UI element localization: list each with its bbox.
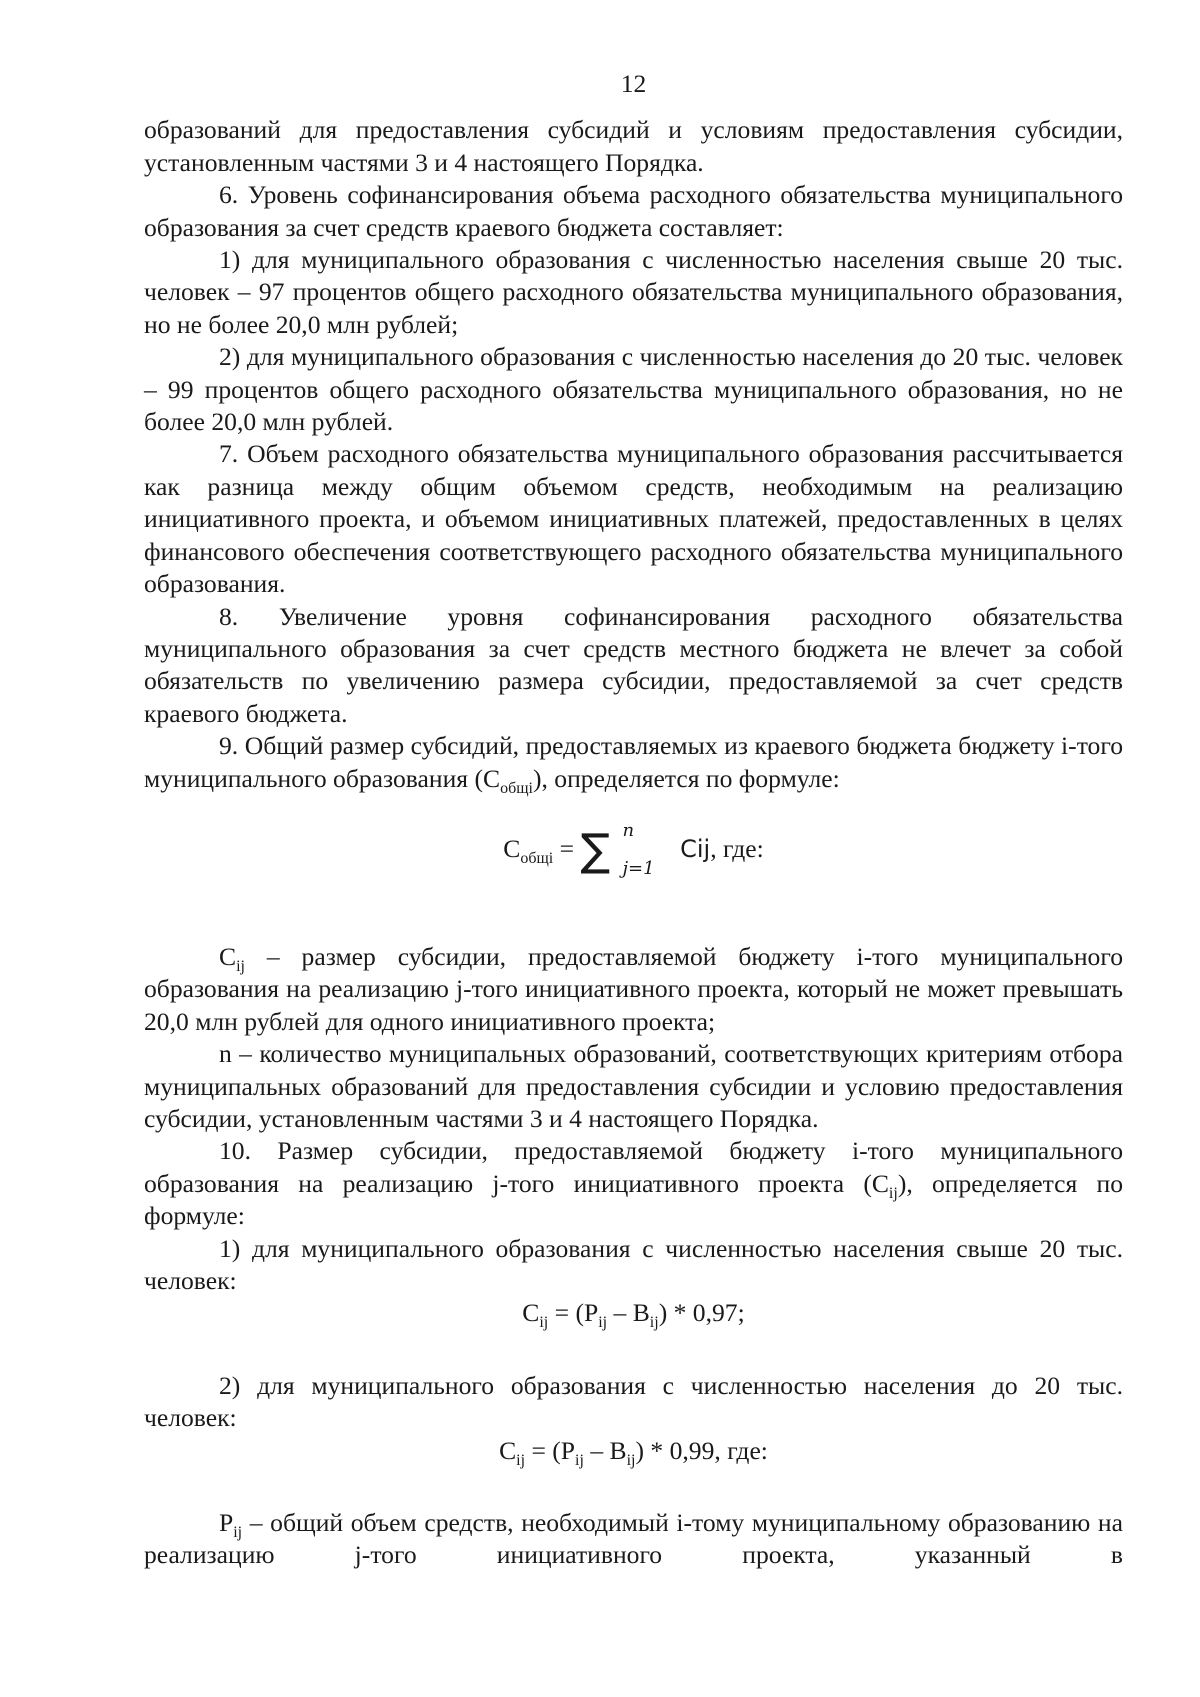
formula-1-p-sub: ij — [598, 1314, 608, 1332]
paragraph-8: 8. Увеличение уровня софинансирования расходного обязательства муниципального образования за счет средств местного бюджета не влечет за собой обязательств по увеличению размера субсидии, предоставляемой за счет средств краевого бюджета. — [144, 601, 1123, 728]
paragraph-6-item-2: 2) для муниципального образования с численностью населения до 20 тыс. человек – 99 процентов общего расходного обязательства муниципального образования, но не более 20,0 млн рублей. — [144, 342, 1123, 437]
sum-lower-limit: j=1 — [622, 857, 655, 879]
subscript: общi — [500, 779, 533, 797]
definition-text: – общий объем средств, необходимый i-тому муниципальному образованию на реализацию j-того инициативного проекта, указанный в — [144, 1508, 1123, 1570]
formula-1-b-sub: ij — [649, 1314, 659, 1332]
formula-2-b-sub: ij — [626, 1451, 636, 1469]
formula-2-c-sub: ij — [516, 1451, 526, 1469]
formula-2-b: – В — [583, 1435, 627, 1465]
sum-operator — [580, 819, 655, 879]
paragraph-continuation: образований для предоставления субсидий и условиям предоставления субсидии, установленным частями 3 и 4 настоящего Порядка. — [144, 115, 1123, 177]
definition-cij — [144, 941, 1123, 1038]
paragraph-10-text: 10. Размер субсидии, предоставляемой бюджету i-того муниципального образования на реализацию j-того инициативного проекта (С — [144, 1136, 1123, 1198]
subscript: ij — [888, 1184, 898, 1202]
definition-pij — [144, 1507, 1123, 1572]
definition-subscript: ij — [233, 1524, 243, 1542]
sigma-symbol: ∑ — [580, 824, 611, 876]
paragraph-10-item-2: 2) для муниципального образования с численностью населения до 20 тыс. человек: — [144, 1370, 1123, 1433]
paragraph-9 — [144, 730, 1123, 795]
formula-1-close: ) * 0,97; — [658, 1298, 745, 1328]
formula-1-p: = (Р — [548, 1298, 599, 1328]
sum-upper-limit: n — [622, 819, 635, 841]
paragraph-9-text: 9. Общий размер субсидий, предоставляемых из краевого бюджета бюджету i-того муниципального образования (С — [144, 731, 1123, 793]
paragraph-10-text-end: ), определяется по формуле: — [144, 1168, 1123, 1231]
paragraph-6: 6. Уровень софинансирования объема расходного обязательства муниципального образования за счет средств краевого бюджета составляет: — [144, 180, 1123, 242]
formula-2-p: = (Р — [525, 1435, 576, 1465]
page-number: 12 — [620, 69, 647, 98]
formula-1-c: С — [522, 1298, 540, 1328]
formula-equals: = — [553, 833, 581, 863]
definition-symbol: Р — [219, 1508, 234, 1538]
formula-lhs: С — [503, 833, 521, 863]
sum-term: Cij — [680, 834, 711, 863]
paragraph-9-text-end: ), определяется по формуле: — [532, 763, 840, 793]
formula-2-c: С — [499, 1435, 517, 1465]
formula-2 — [144, 1435, 1123, 1467]
formula-tail: , где: — [710, 833, 764, 863]
definition-text: – размер субсидии, предоставляемой бюджету i-того муниципального образования на реализацию j-того инициативного проекта, который не может превышать 20,0 млн рублей для одного инициативного проекта; — [144, 941, 1123, 1036]
formula-1-c-sub: ij — [539, 1314, 549, 1332]
formula-2-close: ) * 0,99, где: — [635, 1435, 768, 1465]
formula-1-b: – В — [607, 1298, 650, 1328]
paragraph-7: 7. Объем расходного обязательства муниципального образования рассчитывается как разница между общим объемом средств, необходимым на реализацию инициативного проекта, и объемом инициативных платежей, предоставленных в целях финансового обеспечения соответствующего расходного обязательства муниципального образования. — [144, 439, 1123, 599]
paragraph-10-item-1: 1) для муниципального образования с численностью населения свыше 20 тыс. человек: — [144, 1233, 1123, 1295]
definition-symbol: С — [219, 941, 237, 971]
definition-n: n – количество муниципальных образований, соответствующих критериям отбора муниципальных образований для предоставления субсидии и условию предоставления субсидии, установленным частями 3 и 4 настоящего Порядка. — [144, 1039, 1123, 1133]
formula-1 — [144, 1297, 1123, 1332]
formula-sum — [144, 819, 1123, 889]
paragraph-10 — [144, 1135, 1123, 1232]
definition-subscript: ij — [236, 957, 245, 975]
paragraph-6-item-1: 1) для муниципального образования с численностью населения свыше 20 тыс. человек – 97 процентов общего расходного обязательства муниципального образования, но не более 20,0 млн рублей; — [144, 245, 1123, 339]
formula-2-p-sub: ij — [575, 1451, 584, 1469]
formula-lhs-subscript: общi — [520, 849, 554, 867]
